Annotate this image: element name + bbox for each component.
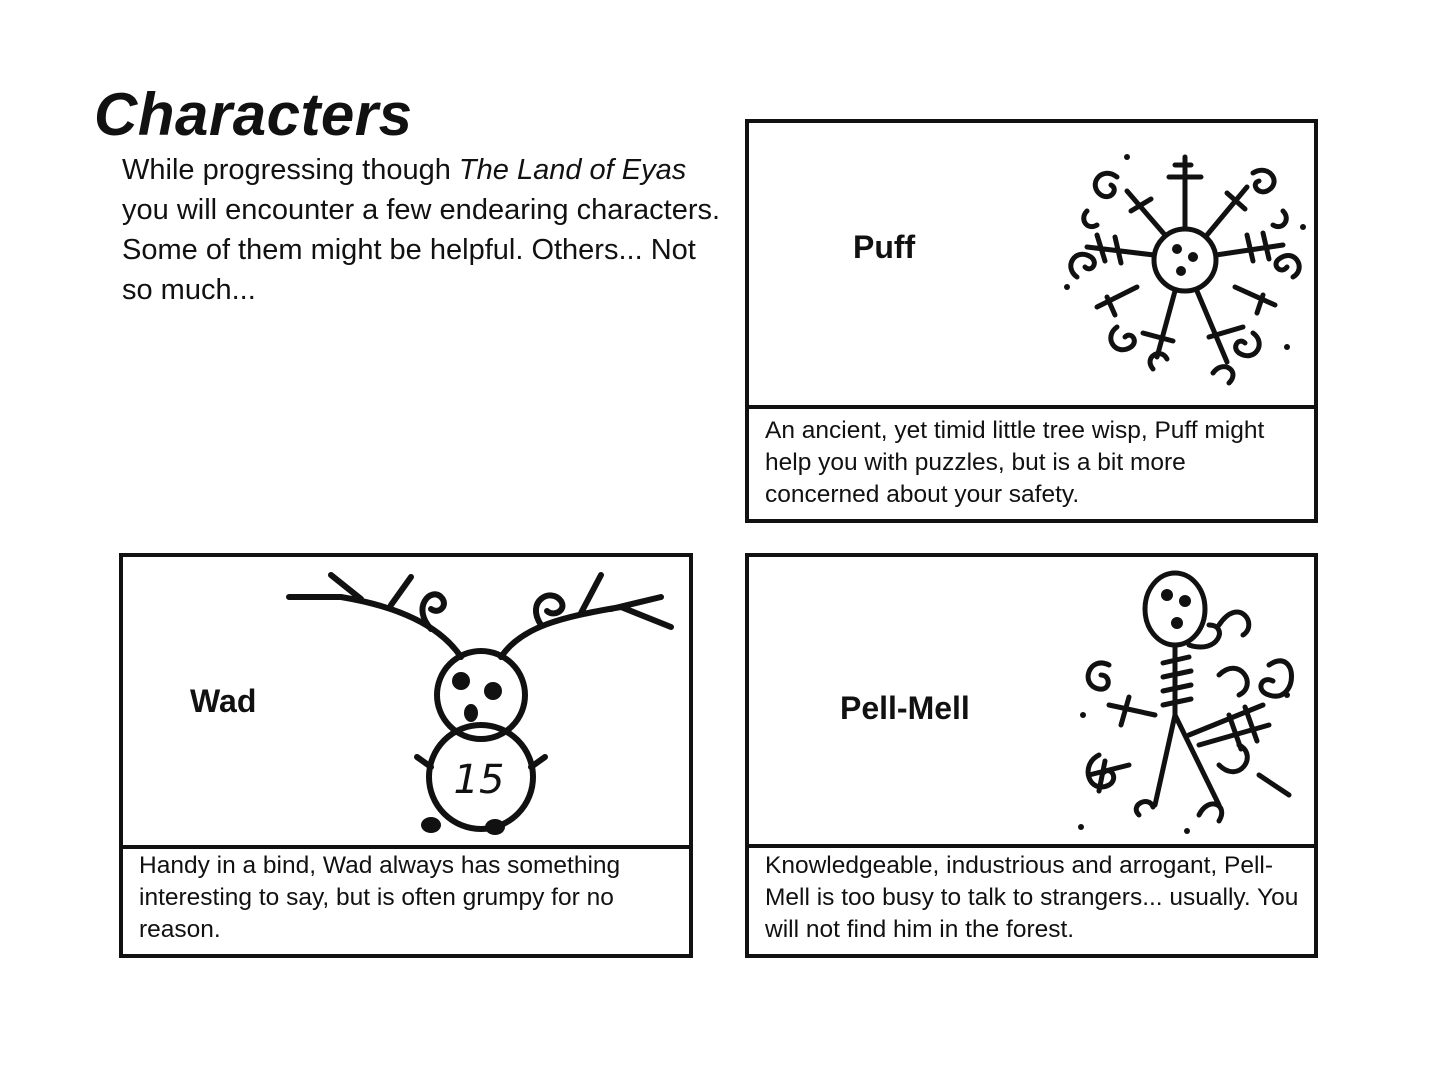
wad-badge-number: 15	[453, 757, 505, 803]
character-name: Wad	[190, 683, 257, 719]
character-card-puff	[745, 119, 1318, 523]
book-title: The Land of Eyas	[458, 154, 687, 186]
character-name: Puff	[853, 229, 916, 265]
character-description: Handy in a bind, Wad always has something interesting to say, but is often grumpy for no reason.	[139, 852, 621, 943]
character-art-panel	[749, 123, 1314, 409]
tree-wisp-icon	[1057, 137, 1313, 387]
character-card-pell-mell	[745, 553, 1318, 958]
character-art-panel	[123, 557, 689, 849]
intro-text-end: you will encounter a few endearing characters. Some of them might be helpful. Others... Not so much...	[122, 194, 721, 306]
intro-text-start: While progressing though	[122, 154, 459, 186]
character-description: Knowledgeable, industrious and arrogant, Pell-Mell is too busy to talk to strangers... usually. You will not find him in the forest.	[765, 852, 1299, 943]
character-card-wad	[119, 553, 693, 958]
tangled-figure-icon	[1069, 565, 1309, 840]
page-title: Characters	[94, 81, 413, 148]
character-description: An ancient, yet timid little tree wisp, Puff might help you with puzzles, but is a bit more concerned about your safety.	[765, 417, 1265, 508]
antlered-snowman-icon	[281, 567, 681, 837]
intro-paragraph	[122, 150, 732, 310]
character-name: Pell-Mell	[840, 690, 970, 726]
character-art-panel	[749, 557, 1314, 848]
